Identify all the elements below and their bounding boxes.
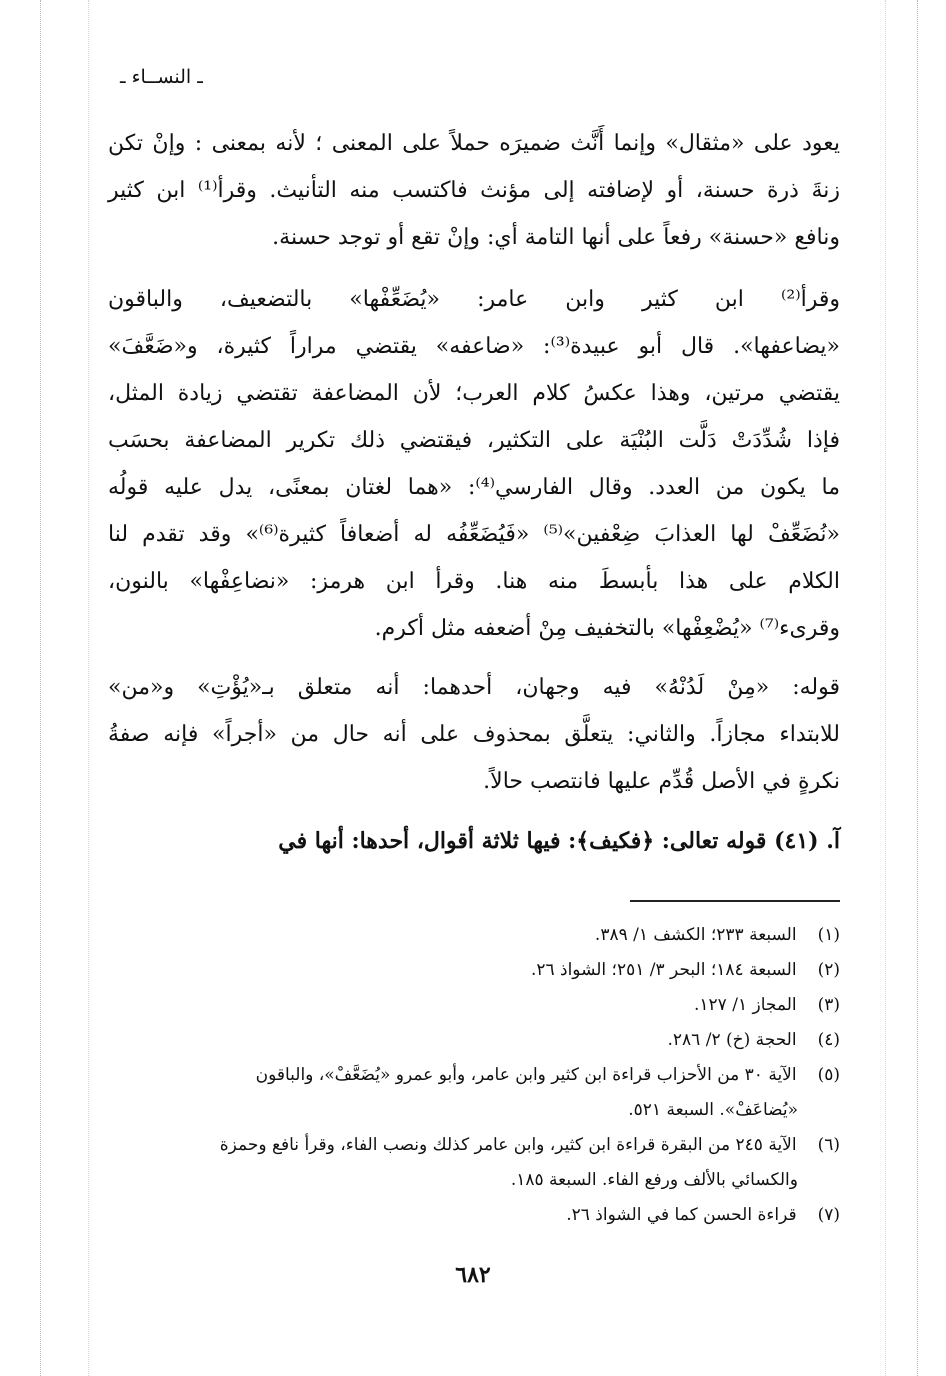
text-line: «يضاعفها». قال أبو عبيدة⁽³⁾: «ضاعفه» يقتضي مراراً كثيرة، و«ضَعَّفَ» (108, 334, 840, 359)
text-line: وقرىء⁽⁷⁾ «يُضْعِفْها» بالتخفيف مِنْ أضعفه مثل أكرم. (374, 616, 840, 641)
text-line: وقرأ⁽²⁾ ابن كثير وابن عامر: «يُضَعِّفْها» بالتضعيف، والباقون (108, 287, 840, 312)
footnote-number: (٢) (817, 960, 840, 980)
footnote-number: (٧) (817, 1205, 840, 1225)
footnote-item (108, 988, 840, 1023)
scan-edge-line-left-inner (88, 0, 89, 1376)
text-line: «نُضَعِّفْ لها العذابَ ضِعْفين»⁽⁵⁾ «فَيُضَعِّفُه له أضعافاً كثيرة⁽⁶⁾» وقد تقدم لنا (108, 522, 840, 547)
text-line: زنةَ ذرة حسنة، أو لإضافته إلى مؤنث فاكتسب منه التأنيث. وقرأ⁽¹⁾ ابن كثير (108, 178, 840, 203)
scan-edge-line-left (40, 0, 41, 1376)
footnote-text: الحجة (خ) ٢/ ٢٨٦. (667, 1030, 797, 1050)
footnote-item (108, 1128, 840, 1198)
text-line: يعود على «مثقال» وإنما أَنَّث ضميرَه حملاً على المعنى ؛ لأنه بمعنى : وإنْ تكن (108, 131, 840, 156)
footnote-item (108, 1023, 840, 1058)
footnote-text: السبعة ١٨٤؛ البحر ٣/ ٢٥١؛ الشواذ ٢٦. (530, 960, 797, 980)
text-line: يقتضي مرتين، وهذا عكسُ كلام العرب؛ لأن المضاعفة تقتضي زيادة المثل، (108, 381, 840, 406)
footnote-number: (١) (817, 925, 840, 945)
running-header: ـ النســاء ـ (120, 66, 203, 88)
scan-edge-line-right-inner (885, 0, 886, 1376)
footnote-number: (٣) (817, 995, 840, 1015)
text-line: للابتداء مجازاً. والثاني: يتعلَّق بمحذوف على أنه حال من «أجراً» فإنه صفةُ (108, 722, 840, 747)
text-line: الكلام على هذا بأبسطَ منه هنا. وقرأ ابن هرمز: «نضاعِفْها» بالنون، (108, 569, 840, 594)
paragraph-4-heading-line: آ. (٤١) قوله تعالى: ﴿فكيف﴾: فيها ثلاثة أقوال، أحدها: أنها في (278, 828, 840, 854)
page-number: ٦٨٢ (455, 1262, 491, 1288)
footnote-item (108, 1198, 840, 1233)
paragraph-3 (108, 664, 840, 805)
footnote-continuation: والكسائي بالألف ورفع الفاء. السبعة ١٨٥. (510, 1170, 798, 1190)
text-line: ما يكون من العدد. وقال الفارسي⁽⁴⁾: «هما لغتان بمعنًى، يدل عليه قولُه (108, 475, 841, 500)
text-line: قوله: «مِنْ لَدُنْهُ» فيه وجهان، أحدهما: أنه متعلق بـ«يُؤْتِ» و«من» (108, 675, 840, 700)
footnote-text: السبعة ٢٣٣؛ الكشف ١/ ٣٨٩. (594, 925, 797, 945)
footnote-number: (٤) (817, 1030, 840, 1050)
paragraph-2 (108, 276, 840, 652)
footnote-text: الآية ٢٤٥ من البقرة قراءة ابن كثير، وابن عامر كذلك ونصب الفاء، وقرأ نافع وحمزة (219, 1135, 797, 1155)
footnotes-list (108, 918, 840, 1233)
footnote-item (108, 953, 840, 988)
paragraph-1 (108, 120, 840, 261)
footnote-number: (٥) (817, 1065, 840, 1085)
footnote-number: (٦) (817, 1135, 840, 1155)
footnote-separator (630, 900, 840, 902)
footnote-text: قراءة الحسن كما في الشواذ ٢٦. (566, 1205, 797, 1225)
text-line: فإذا شُدِّدَتْ دَلَّت البُنْيَة على التكثير، فيقتضي ذلك تكرير المضاعفة بحسَب (108, 428, 840, 453)
footnote-continuation: «يُضاعَفْ». السبعة ٥٢١. (628, 1100, 798, 1120)
text-line: نكرةٍ في الأصل قُدِّم عليها فانتصب حالاً. (483, 769, 840, 794)
footnote-text: الآية ٣٠ من الأحزاب قراءة ابن كثير وابن عامر، وأبو عمرو «يُضَعَّفْ»، والباقون (255, 1065, 797, 1085)
footnote-text: المجاز ١/ ١٢٧. (694, 995, 797, 1015)
footnote-item (108, 1058, 840, 1128)
footnote-item (108, 918, 840, 953)
scan-edge-line-right (917, 0, 918, 1376)
text-line: ونافع «حسنة» رفعاً على أنها التامة أي: وإنْ تقع أو توجد حسنة. (272, 225, 840, 250)
